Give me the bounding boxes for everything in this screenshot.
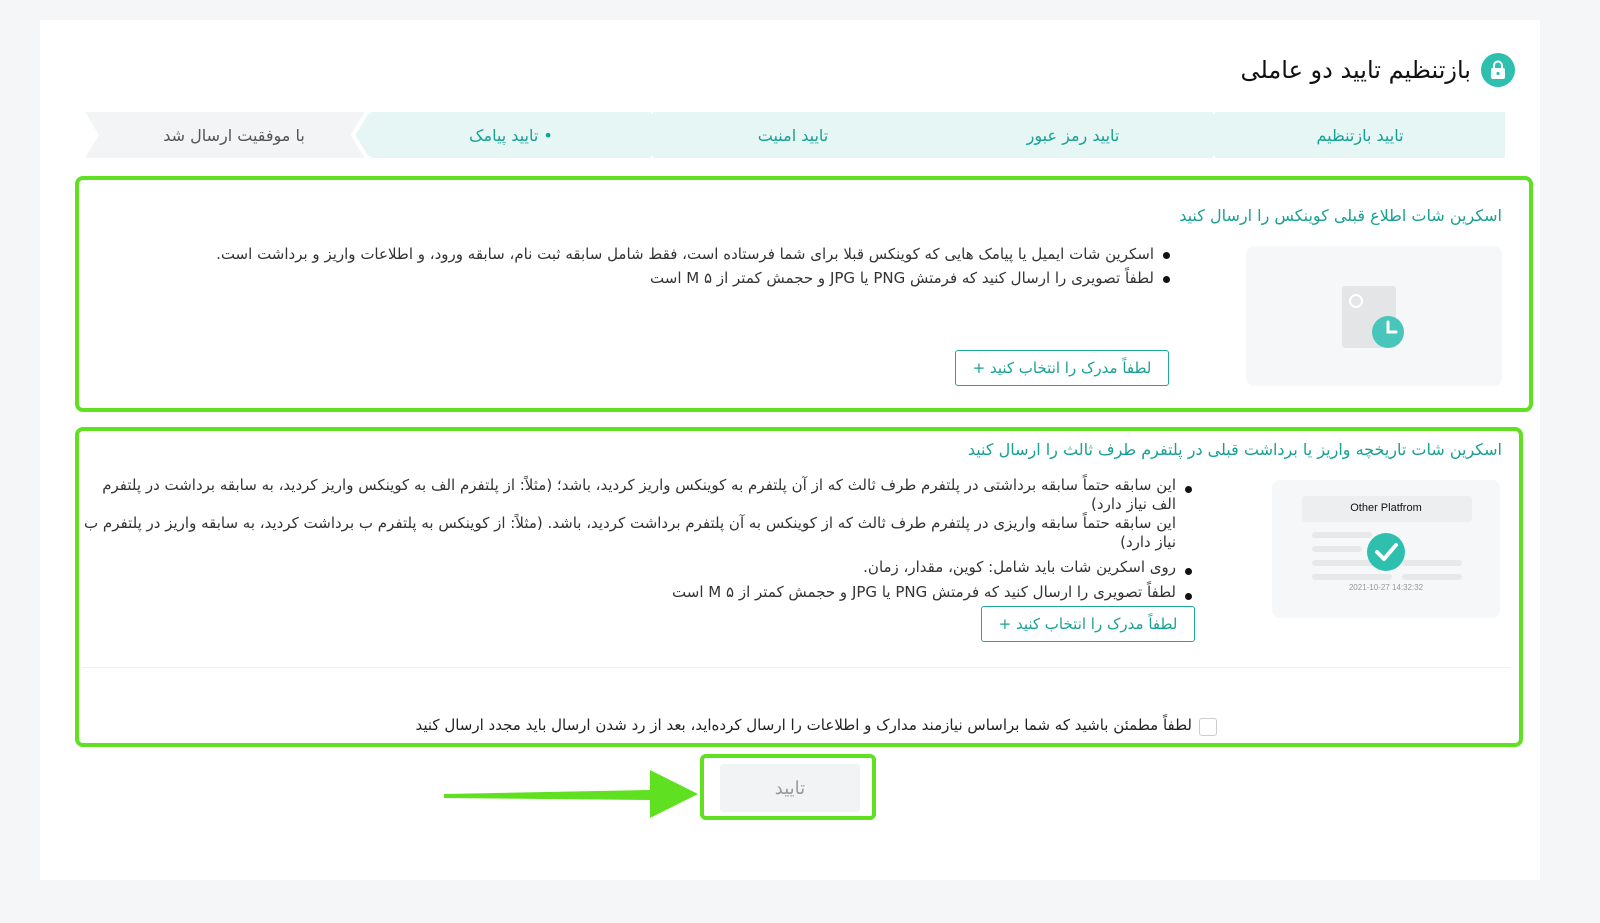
step-security-confirm: تایید امنیت bbox=[653, 112, 933, 158]
preview-timestamp: 2021-10-27 14:32:32 bbox=[1348, 583, 1424, 592]
list-item: اسکرین شات ایمیل یا پیامک هایی که کوینکس قبلا برای شما فرستاده است، فقط شامل سابقه ثبت نام، سابقه ورود، و اطلاعات واریز و برداشت است. bbox=[150, 242, 1170, 266]
section2-title: اسکرین شات تاریخچه واریز یا برداشت قبلی در پلتفرم طرف ثالث را ارسال کنید bbox=[967, 440, 1502, 459]
confirm-text: لطفاً مطمئن باشید که شما براساس نیازمند مدارک و اطلاعات را ارسال کرده‌اید، بعد از رد شدن ارسال باید مجدد ارسال کنید bbox=[415, 716, 1192, 734]
page-header bbox=[1240, 52, 1515, 88]
preview-platform-label: Other Platfrom bbox=[1350, 502, 1422, 514]
divider bbox=[82, 667, 1510, 668]
step-password-confirm: تایید رمز عبور bbox=[933, 112, 1213, 158]
lock-icon bbox=[1481, 53, 1515, 87]
submit-button[interactable]: تایید bbox=[720, 764, 860, 812]
step-reset-confirm: تایید بازتنظیم bbox=[1215, 112, 1505, 158]
section1-preview bbox=[1246, 246, 1502, 386]
list-item: لطفاً تصویری را ارسال کنید که فرمتش PNG یا JPG و حجمش کمتر از ۵ M است bbox=[150, 266, 1170, 290]
section1-title: اسکرین شات اطلاع قبلی کوینکس را ارسال کنید bbox=[1179, 206, 1502, 225]
arrow-icon bbox=[440, 764, 720, 824]
steps-bar bbox=[85, 112, 1535, 158]
section2-bullets bbox=[82, 476, 1192, 602]
page-title: بازتنظیم تایید دو عاملی bbox=[1240, 56, 1471, 84]
document-clock-icon bbox=[1246, 246, 1502, 386]
list-item: روی اسکرین شات باید شامل: کوین، مقدار، زمان. bbox=[82, 558, 1192, 577]
platform-preview-illustration bbox=[1272, 480, 1500, 618]
submit-highlight bbox=[700, 754, 876, 820]
upload-proof-button-1[interactable]: لطفاً مدرک را انتخاب کنید + bbox=[955, 350, 1169, 386]
list-item: این سابقه حتماً سابقه برداشتی در پلتفرم طرف ثالث که از آن پلتفرم به کوینکس واریز کردید، باشد؛ (مثلاً: از پلتفرم الف به کوینکس واریز کردید، به سابقه برداشت در پلتفرم الف نیاز دارد) این سابقه حتماً سابقه واریزی در پلتفرم طرف ثالث که از کوینکس به آن پلتفرم برداشت کردید، باشد. (مثلاً: از کوینکس به پلتفرم ب برداشت کردید، به سابقه واریز در پلتفرم ب نیاز دارد) bbox=[82, 476, 1192, 552]
step-sent-success: با موفقیت ارسال شد bbox=[163, 125, 305, 145]
step-sms-confirm: • تایید پیامک bbox=[371, 112, 651, 158]
list-item: لطفاً تصویری را ارسال کنید که فرمتش PNG یا JPG و حجمش کمتر از ۵ M است bbox=[82, 583, 1192, 602]
section2-preview bbox=[1272, 480, 1500, 618]
section1-bullets bbox=[150, 242, 1170, 290]
confirm-checkbox[interactable] bbox=[1199, 718, 1217, 736]
upload-proof-button-2[interactable]: لطفاً مدرک را انتخاب کنید + bbox=[981, 606, 1195, 642]
